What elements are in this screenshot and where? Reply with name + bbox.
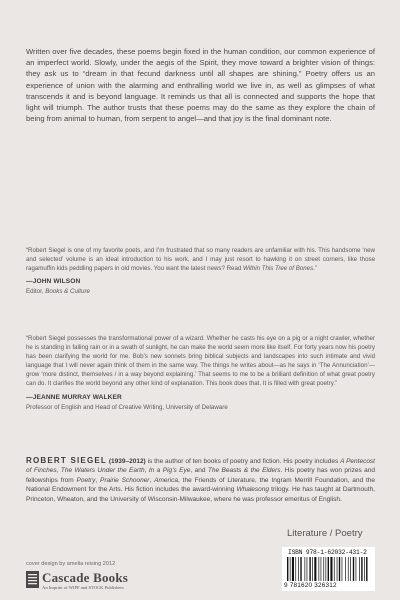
endorser-role: Professor of English and Head of Creative Writing, University of Delaware <box>26 403 228 411</box>
publisher-name: Cascade Books <box>42 570 129 585</box>
author-bio-text: ROBERT SIEGEL (1939–2012) is the author of ten books of poetry and fiction. His poetry includes A Pentecost of Finches, The Waters Under the Earth, In a Pig’s Eye, and The Beasts & the Elders. His poetry has won prizes and fellowships from Poetry, Prairie Schooner, America, the Friends of Literature, the Ingram Merrill Foundation, and the National Endowment for the Arts. His fiction includes the award-winning Whalesong trilogy. He has taught at Dartmouth, Princeton, Wheaton, and the University of Wisconsin-Milwaukee, where he was professor emeritus of English. <box>26 456 375 503</box>
endorsement-jeanne-murray-walker <box>26 334 375 412</box>
author-dates: (1939–2012) <box>108 458 146 465</box>
isbn-barcode <box>282 547 375 591</box>
publisher-subtitle: An Imprint of WIPF and STOCK Publishers <box>42 585 124 590</box>
barcode-icon <box>286 557 372 582</box>
author-bio <box>26 456 375 504</box>
endorser-name: —JOHN WILSON <box>26 278 81 286</box>
barcode-digits: 9 781620 326312 <box>284 582 337 589</box>
cover-design-credit: cover design by amelia reising 2012 <box>26 561 116 567</box>
author-name: ROBERT SIEGEL <box>26 456 107 465</box>
endorser-name: —JEANNE MURRAY WALKER <box>26 393 122 401</box>
endorsement-quote: “Robert Siegel is one of my favorite poets, and I’m frustrated that so many readers are unfamiliar with his. This handsome ‘new and selected’ volume is an ideal introduction to his work, and I may just resort to hawking it on street corners, like those ragamuffin kids peddling papers in old movies. You want the latest news? Read Within This Tree of Bones.” <box>26 247 375 273</box>
publisher-logo <box>26 570 156 594</box>
endorser-role: Editor, Books & Culture <box>26 288 90 296</box>
endorsement-quote: “Robert Siegel possesses the transformational power of a wizard. Whether he casts his eye on a pig or a night crawler, whether he is standing in falling rain or in a swath of sunlight, he can make the world seem more like itself. For forty years now his poetry has been clarifying the world for me. Bob’s new sonnets bring biblical subjects and landscapes into such intimate and vivid language that I will never again think of them in the same way. The things he writes about—as he says in ‘The Annunciation’—grow ‘more distinct, themselves / in a way beyond explaining.’ That seems to me to be a brilliant definition of what great poetry can do. It clarifies the world beyond any other kind of explanation. This book does that. It is filled with great poetry.” <box>26 335 375 388</box>
endorsement-john-wilson <box>26 246 375 296</box>
isbn-label: ISBN 978-1-62032-431-2 <box>288 549 367 556</box>
endorsement-book-title: Within This Tree of Bones <box>243 265 314 273</box>
book-description <box>26 46 375 124</box>
description-text: Written over five decades, these poems begin fixed in the human condition, our common experience of an imperfect world. Slowly, under the aegis of the Spirit, they move toward a brighter vision of things: they ask us to “dream in that fecund darkness until all shapes are shining.” Poetry offers us an experience of union with the alarming and enthralling world we live in, as well as glimpses of what transcends it and is beyond language. It reminds us that all is connected and supports the hope that light will triumph. The author trusts that these poems may do the same as they explore the chain of being from animal to human, from serpent to angel—and that joy is the final dominant note. <box>26 47 375 124</box>
cascade-books-icon <box>26 571 39 588</box>
category-label: Literature / Poetry <box>287 528 363 539</box>
